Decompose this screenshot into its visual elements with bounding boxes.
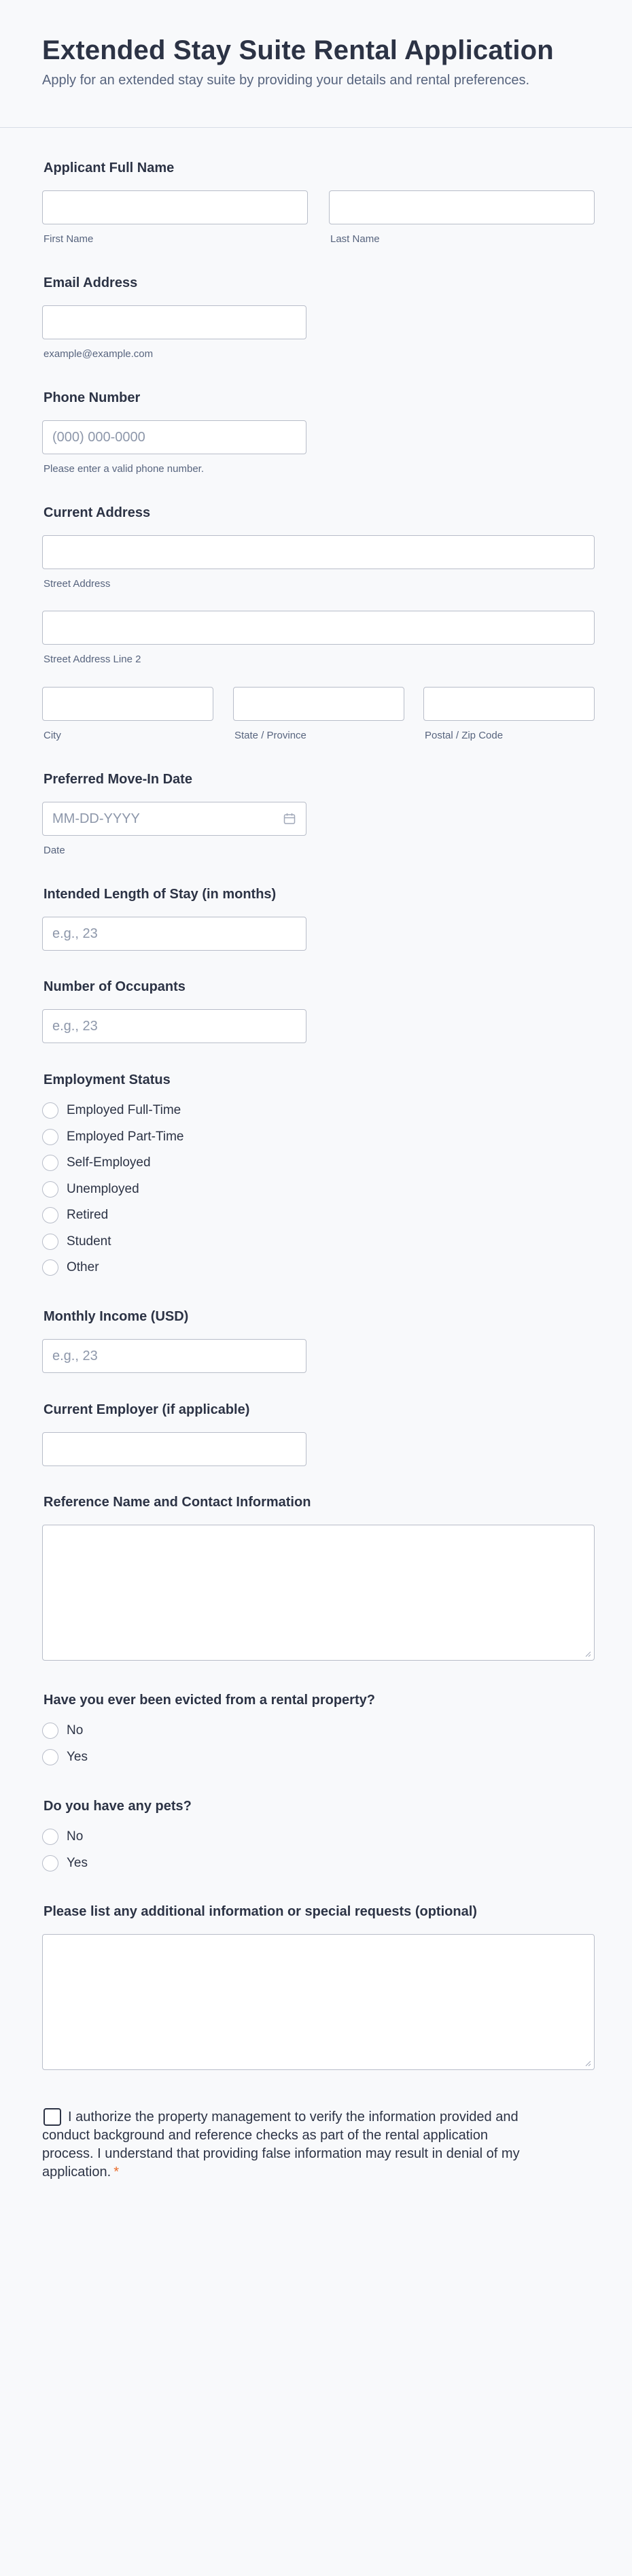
address-label: Current Address <box>43 505 151 520</box>
employer-input[interactable] <box>42 1432 306 1466</box>
reference-textarea[interactable] <box>42 1525 595 1661</box>
form-header <box>0 0 632 128</box>
pets-option-label: No <box>67 1829 84 1844</box>
radio-button[interactable] <box>42 1181 58 1198</box>
radio-button[interactable] <box>42 1259 58 1276</box>
move-in-sublabel: Date <box>43 845 65 856</box>
full-name-label: Applicant Full Name <box>43 160 175 175</box>
radio-button[interactable] <box>42 1129 58 1145</box>
form-subtitle: Apply for an extended stay suite by providing your details and rental preferences. <box>42 73 530 88</box>
consent-text: I authorize the property management to verify the information provided and conduct background and reference checks as part of the rental application process. I understand that providing false information may result in denial of my application. <box>42 2109 520 2180</box>
radio-button[interactable] <box>42 1855 58 1871</box>
street-address-sublabel: Street Address <box>43 578 111 590</box>
employment-option-label: Self-Employed <box>67 1155 151 1170</box>
pets-label: Do you have any pets? <box>43 1799 192 1814</box>
phone-label: Phone Number <box>43 390 141 405</box>
reference-label: Reference Name and Contact Information <box>43 1495 311 1510</box>
zip-sublabel: Postal / Zip Code <box>425 730 504 741</box>
radio-button[interactable] <box>42 1155 58 1171</box>
move-in-label: Preferred Move-In Date <box>43 772 192 787</box>
eviction-option-label: No <box>67 1723 84 1738</box>
employment-label: Employment Status <box>43 1072 171 1087</box>
calendar-icon[interactable] <box>283 813 296 825</box>
last-name-sublabel: Last Name <box>330 233 380 245</box>
pets-option[interactable] <box>42 1828 83 1846</box>
city-sublabel: City <box>43 730 61 741</box>
employment-option-label: Other <box>67 1260 99 1274</box>
radio-button[interactable] <box>42 1723 58 1739</box>
phone-sublabel: Please enter a valid phone number. <box>43 463 204 475</box>
radio-button[interactable] <box>42 1207 58 1223</box>
additional-info-textarea[interactable] <box>42 1934 595 2070</box>
income-input[interactable] <box>42 1339 306 1373</box>
pets-option-label: Yes <box>67 1856 88 1870</box>
occupants-label: Number of Occupants <box>43 979 186 994</box>
employment-option-label: Employed Part-Time <box>67 1130 184 1144</box>
phone-input[interactable] <box>42 420 306 454</box>
employment-option[interactable] <box>42 1259 99 1276</box>
employment-option-label: Student <box>67 1234 111 1249</box>
employer-label: Current Employer (if applicable) <box>43 1402 250 1417</box>
eviction-option-label: Yes <box>67 1750 88 1764</box>
required-mark: * <box>113 2165 119 2180</box>
zip-input[interactable] <box>423 687 595 721</box>
city-input[interactable] <box>42 687 213 721</box>
street-address-2-sublabel: Street Address Line 2 <box>43 654 141 665</box>
employment-option-label: Unemployed <box>67 1182 139 1196</box>
employment-option[interactable] <box>42 1154 151 1172</box>
employment-option-label: Employed Full-Time <box>67 1103 181 1117</box>
employment-option[interactable] <box>42 1181 139 1198</box>
street-address-input[interactable] <box>42 535 595 569</box>
first-name-input[interactable] <box>42 190 308 224</box>
pets-option[interactable] <box>42 1854 88 1872</box>
employment-option[interactable] <box>42 1206 108 1224</box>
occupants-input[interactable] <box>42 1009 306 1043</box>
additional-info-label: Please list any additional information or special requests (optional) <box>43 1904 477 1919</box>
email-label: Email Address <box>43 275 138 290</box>
last-name-input[interactable] <box>329 190 595 224</box>
radio-button[interactable] <box>42 1749 58 1765</box>
street-address-2-input[interactable] <box>42 611 595 645</box>
radio-button[interactable] <box>42 1234 58 1250</box>
email-input[interactable] <box>42 305 306 339</box>
employment-option[interactable] <box>42 1128 183 1146</box>
radio-button[interactable] <box>42 1102 58 1119</box>
employment-option-label: Retired <box>67 1208 109 1222</box>
employment-option[interactable] <box>42 1233 111 1251</box>
state-sublabel: State / Province <box>234 730 306 741</box>
email-sublabel: example@example.com <box>43 348 154 360</box>
resize-grip-icon[interactable] <box>584 1650 591 1657</box>
eviction-option[interactable] <box>42 1748 88 1766</box>
eviction-option[interactable] <box>42 1722 83 1740</box>
eviction-label: Have you ever been evicted from a rental property? <box>43 1693 375 1708</box>
form-title: Extended Stay Suite Rental Application <box>42 35 554 65</box>
length-of-stay-label: Intended Length of Stay (in months) <box>43 887 277 902</box>
employment-option[interactable] <box>42 1102 181 1119</box>
resize-grip-icon[interactable] <box>584 2060 591 2067</box>
length-of-stay-input[interactable] <box>42 917 306 951</box>
state-input[interactable] <box>233 687 404 721</box>
consent-statement <box>42 2108 538 2182</box>
first-name-sublabel: First Name <box>43 233 94 245</box>
radio-button[interactable] <box>42 1829 58 1845</box>
move-in-date-input[interactable] <box>42 802 306 836</box>
income-label: Monthly Income (USD) <box>43 1309 189 1324</box>
